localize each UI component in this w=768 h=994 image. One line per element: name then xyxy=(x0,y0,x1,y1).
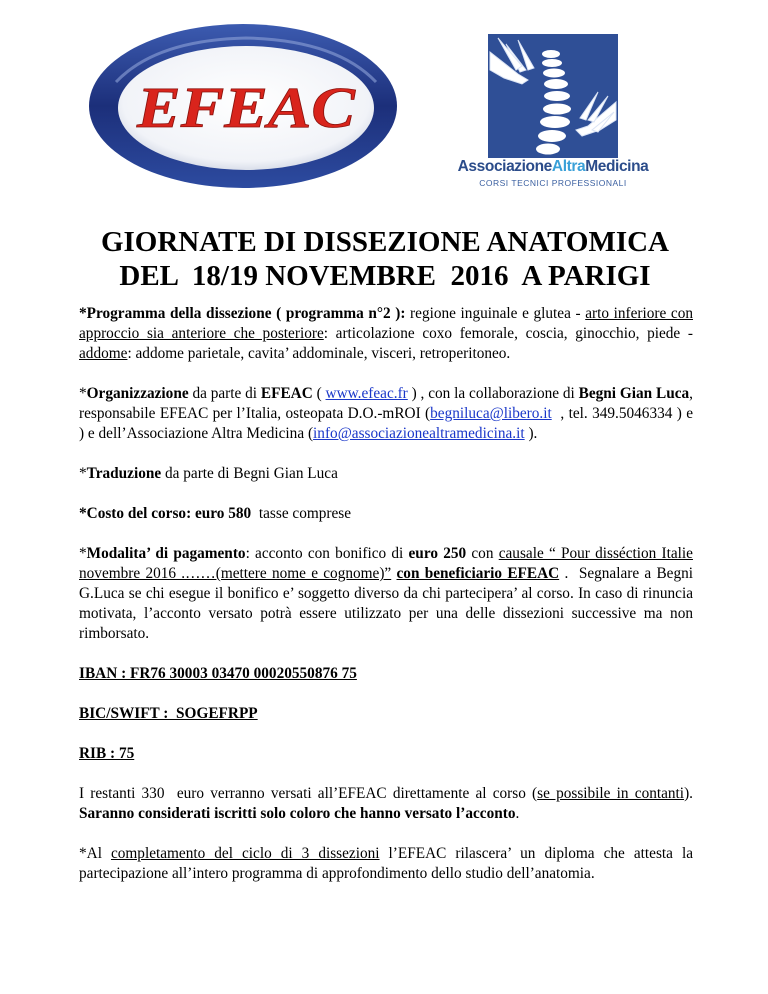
causale-text: causale “ Pour disséction Italie novembre 2016 .……(mettere nome e cognome)” xyxy=(79,545,693,582)
efeac-website-link[interactable]: www.efeac.fr xyxy=(325,385,408,402)
title-line-1: GIORNATE DI DISSEZIONE ANATOMICA xyxy=(100,226,670,258)
programma-paragraph: *Programma della dissezione ( programma n°2 ): regione inguinale e glutea - arto inferiore con approccio sia anteriore che posteriore: articolazione coxo femorale, coscia, ginocchio, piede - addome: addome parietale, cavita’ addominale, visceri, retroperitoneo. xyxy=(79,305,701,362)
spine-hands-icon xyxy=(448,30,658,158)
aam-logo-name: AssociazioneAltraMedicina xyxy=(457,158,649,175)
aam-logo-subtitle: CORSI TECNICI PROFESSIONALI xyxy=(479,178,627,188)
altramedicina-email-link[interactable]: info@associazionealtramedicina.it xyxy=(313,425,525,442)
bic-swift-line: BIC/SWIFT : SOGEFRPP xyxy=(79,705,258,722)
diploma-paragraph: *Al completamento del ciclo di 3 dissezioni l’EFEAC rilascera’ un diploma che attesta la partecipazione all’intero programma di approfondimento dello studio dell’anatomia. xyxy=(79,845,693,882)
contanti-text: se possibile in contanti xyxy=(537,785,685,802)
page-title xyxy=(40,225,730,293)
traduzione-paragraph: *Traduzione da parte di Begni Gian Luca xyxy=(79,465,338,482)
logo-header xyxy=(0,0,768,200)
costo-paragraph: *Costo del corso: euro 580 tasse comprese xyxy=(79,505,352,522)
completamento-ciclo-text: completamento del ciclo di 3 dissezioni xyxy=(110,845,380,862)
document-body xyxy=(79,304,701,904)
addome-link: addome xyxy=(79,345,128,362)
efeac-logo-text: EFEAC xyxy=(135,75,357,140)
rib-line: RIB : 75 xyxy=(79,745,135,762)
title-line-2: DEL 18/19 NOVEMBRE 2016 A PARIGI xyxy=(119,260,651,292)
iban-line: IBAN : FR76 30003 03470 00020550876 75 xyxy=(79,665,357,682)
beneficiario-text: con beneficiario EFEAC xyxy=(396,565,560,582)
efeac-logo xyxy=(86,22,400,190)
begniluca-email-link[interactable]: begniluca@libero.it xyxy=(430,405,552,422)
organizzazione-paragraph: *Organizzazione da parte di EFEAC ( www.efeac.fr ) , con la collaborazione di Begni Gian Luca, responsabile EFEAC per l’Italia, osteopata D.O.-mROI (begniluca@libero.it , tel. 349.5046334 ) e ) e dell’Associazione Altra Medicina (info@associazionealtramedicina.it ). xyxy=(79,385,697,442)
associazione-altra-medicina-logo xyxy=(448,30,658,205)
modalita-pagamento-paragraph: *Modalita’ di pagamento: acconto con bonifico di euro 250 con causale “ Pour disséction Italie novembre 2016 .……(mettere nome e cognome)” con beneficiario EFEAC . Segnalare a Begni G.Luca se chi esegue il bonifico e’ soggetto diverso da chi partecipera’ al corso. In caso di rinuncia motivata, l’acconto versato potrà essere utilizzato per una delle dissezioni successive ma non rimborsato. xyxy=(79,545,697,642)
restanti-paragraph: I restanti 330 euro verranno versati all’EFEAC direttamente al corso (se possibile in contanti). Saranno considerati iscritti solo coloro che hanno versato l’acconto. xyxy=(79,785,701,822)
arto-inferiore-link: arto inferiore con approccio sia anteriore che posteriore xyxy=(79,305,693,342)
